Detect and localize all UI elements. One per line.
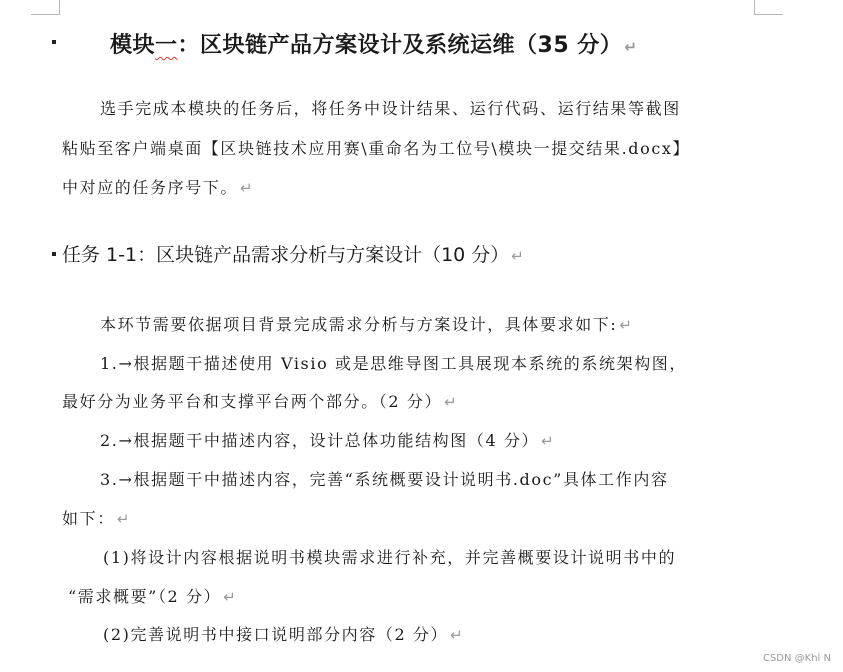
task-heading: 任务 1-1：区块链产品需求分析与方案设计（10 分） ↵ [62, 244, 524, 266]
page-corner-mark-left [31, 0, 60, 15]
intro-line: 中对应的任务序号下。 ↵ [62, 178, 255, 197]
module-heading-squiggle: 一 [155, 33, 178, 58]
paragraph-mark-icon: ↵ [450, 626, 465, 644]
page-corner-mark-right [754, 0, 783, 15]
body-line: (1)将设计内容根据说明书模块需求进行补充，并完善概要设计说明书中的 [103, 548, 677, 567]
body-line: 1.→根据题干描述使用 Visio 或是思维导图工具展现本系统的系统架构图， [100, 354, 687, 373]
paragraph-mark-icon: ↵ [541, 432, 556, 450]
paragraph-mark-icon: ↵ [619, 316, 634, 334]
module-heading [110, 28, 637, 59]
intro-line: 粘贴至客户端桌面【区块链技术应用赛\重命名为工位号\模块一提交结果.docx】 [62, 139, 691, 158]
bullet-icon [52, 40, 56, 44]
body-line: 3.→根据题干中描述内容，完善“系统概要设计说明书.doc”具体工作内容 [100, 470, 669, 489]
body-line: 2.→根据题干中描述内容，设计总体功能结构图（4 分） ↵ [100, 431, 556, 450]
paragraph-mark-icon: ↵ [624, 38, 638, 56]
body-line: 如下： ↵ [62, 509, 131, 528]
paragraph-mark-icon: ↵ [444, 393, 459, 411]
bullet-icon [52, 252, 56, 256]
paragraph-mark-icon: ↵ [511, 247, 524, 265]
body-line: 本环节需要依据项目背景完成需求分析与方案设计，具体要求如下: ↵ [100, 315, 634, 334]
body-line: 最好分为业务平台和支撑平台两个部分。（2 分） ↵ [62, 392, 459, 411]
paragraph-mark-icon: ↵ [223, 588, 238, 606]
paragraph-mark-icon: ↵ [116, 510, 131, 528]
intro-line: 选手完成本模块的任务后，将任务中设计结果、运行代码、运行结果等截图 [100, 99, 681, 118]
module-heading-prefix: 模块 [110, 33, 156, 58]
module-heading-rest: ：区块链产品方案设计及系统运维（35 分） [177, 33, 623, 58]
body-line: “需求概要”（2 分） ↵ [68, 587, 238, 606]
body-line: (2)完善说明书中接口说明部分内容（2 分） ↵ [103, 625, 465, 644]
watermark: CSDN @Khl N [762, 653, 831, 664]
paragraph-mark-icon: ↵ [240, 179, 255, 197]
